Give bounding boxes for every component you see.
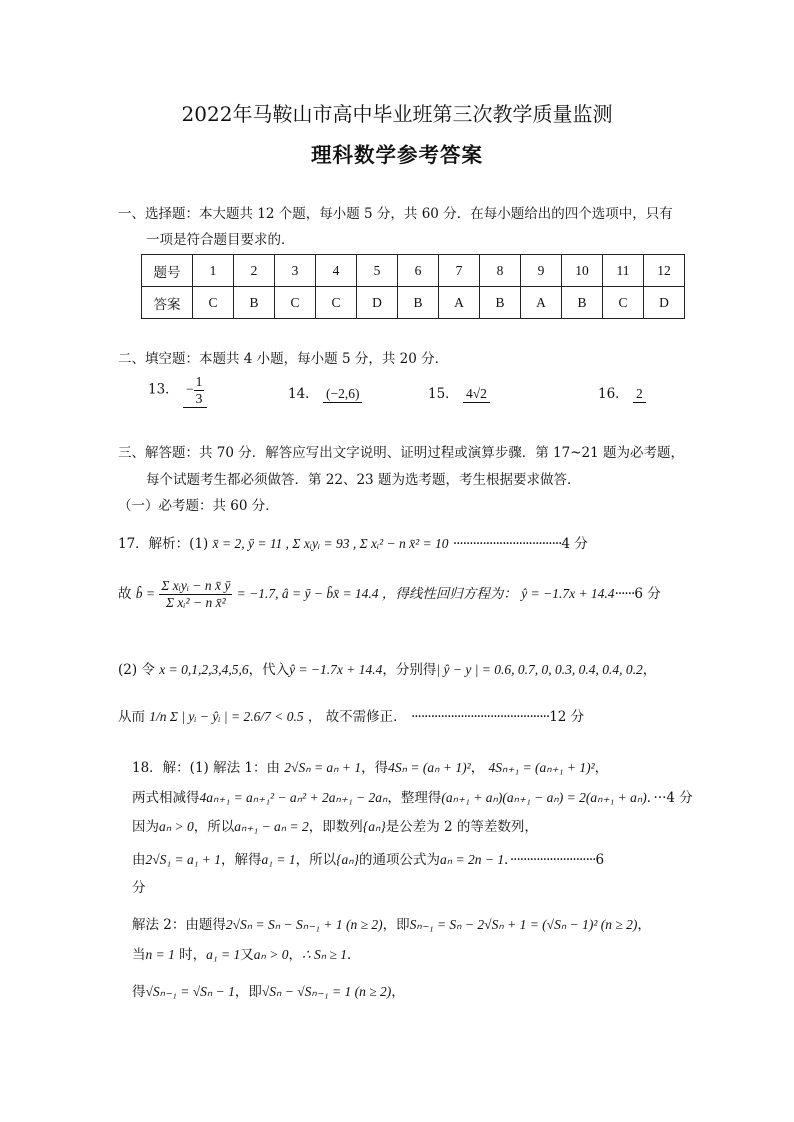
q15-answer: 4√2 xyxy=(463,386,490,403)
q18-dots: ．·························· xyxy=(504,852,596,868)
q18-comma-1: ， xyxy=(470,760,485,776)
document-title: 2022年马鞍山市高中毕业班第三次教学质量监测 xyxy=(181,102,613,126)
table-cell-number: 2 xyxy=(234,255,275,287)
q18-subtract: 两式相减得 xyxy=(132,790,200,806)
section3-line1: 三、解答题：共 70 分．解答应写出文字说明、证明过程或演算步骤．第 17~21 题为必考题， xyxy=(118,445,685,461)
q18-because: 因为 xyxy=(132,819,159,835)
q18-n1: n = 1 xyxy=(145,947,175,962)
q18-eq4: (aₙ₊₁ + aₙ)(aₙ₊₁ − aₙ) = 2(aₙ₊₁ + aₙ) xyxy=(441,790,647,805)
q17-conclusion: ， 故不需修正． xyxy=(307,709,407,725)
q13-denominator: 3 xyxy=(195,391,203,406)
q18-comma-4: ， xyxy=(288,947,302,963)
table-cell-number: 12 xyxy=(644,255,685,287)
table-row-numbers xyxy=(142,255,685,287)
table-cell-answer: B xyxy=(398,287,439,319)
q18-get: ，得 xyxy=(361,760,389,776)
q17-get: ，分别得 xyxy=(382,662,437,678)
q18-eq6: Sₙ₋₁ = Sₙ − 2√Sₙ + 1 = (√Sₙ − 1)² (n ≥ 2) xyxy=(409,917,638,932)
q14-label: 14． xyxy=(288,386,319,402)
section1-line1: 一、选择题：本大题共 12 个题，每小题 5 分，共 60 分．在每小题给出的四个选项中，只有 xyxy=(118,206,673,222)
q17-regression-2: ŷ = −1.7x + 14.4 xyxy=(289,662,383,677)
q18-line2 xyxy=(132,786,693,806)
q15-label: 15． xyxy=(428,386,459,402)
table-cell-answer: B xyxy=(562,287,603,319)
q17-dots-3: ·········································· xyxy=(410,709,550,725)
table-cell-number: 5 xyxy=(357,255,398,287)
q13-label: 13． xyxy=(148,381,179,398)
q18-line3 xyxy=(132,815,538,835)
q17-regression: ŷ = −1.7x + 14.4 xyxy=(521,586,615,601)
q17-score-1: 4 分 xyxy=(561,536,588,552)
q13-fraction xyxy=(194,374,205,407)
q18-line8 xyxy=(132,980,405,1000)
fill-q14 xyxy=(288,382,362,403)
q18-given: 2√Sₙ = aₙ + 1 xyxy=(284,760,362,775)
q18-eq8: √Sₙ − √Sₙ₋₁ = 1 (n ≥ 2) xyxy=(261,984,392,999)
q18-arith: 是公差为 2 的等差数列， xyxy=(385,819,538,835)
q18-positive-2: aₙ > 0 xyxy=(253,947,289,962)
q17-line2 xyxy=(118,578,661,611)
q18-set-2: {aₙ} xyxy=(336,852,360,867)
q18-from: 由 xyxy=(132,852,146,868)
answer-table xyxy=(141,254,685,319)
q17-bhat-fraction xyxy=(159,578,232,611)
q16-answer: 2 xyxy=(633,386,646,403)
q18-line4 xyxy=(132,848,604,868)
q17-so-label: 故 xyxy=(118,586,132,602)
table-cell-answer: B xyxy=(234,287,275,319)
q17-bhat-denominator: Σ xᵢ² − n x̄² xyxy=(166,595,226,610)
q17-residuals: | ŷ − y | = 0.6, 0.7, 0, 0.3, 0.4, 0.4, 0.2 xyxy=(436,662,643,677)
fill-q15 xyxy=(428,382,490,403)
q18-line7 xyxy=(132,943,361,963)
table-cell-answer: A xyxy=(439,287,480,319)
q18-sequence: ，即数列 xyxy=(308,819,363,835)
q18-label: 18．解：(1) 解法 1：由 xyxy=(132,760,280,776)
q18-comma-2: ， xyxy=(594,760,609,776)
q17-ahat: = −1.7, â = ȳ − b̂x̄ = 14.4 ，得线性回归方程为： xyxy=(236,586,517,601)
q18-get-2: 得 xyxy=(132,984,146,1000)
table-cell-number: 4 xyxy=(316,255,357,287)
q18-line5: 分 xyxy=(132,880,146,896)
table-cell-answer: C xyxy=(275,287,316,319)
table-cell-number: 3 xyxy=(275,255,316,287)
q18-simplify: ，整理得 xyxy=(387,790,442,806)
q16-label: 16． xyxy=(598,386,629,402)
q17-bhat: b̂ = xyxy=(135,586,156,601)
q17-line3 xyxy=(118,658,656,678)
table-cell-number: 7 xyxy=(439,255,480,287)
section3-line2: 每个试题考生都必须做答．第 22、23 题为选考题，考生根据要求做答． xyxy=(146,472,581,488)
q18-eq3: 4aₙ₊₁ = aₙ₊₁² − aₙ² + 2aₙ₊₁ − 2aₙ xyxy=(199,790,388,805)
table-cell-number: 11 xyxy=(603,255,644,287)
fill-q13 xyxy=(148,374,207,408)
q18-so-2: ，所以 xyxy=(295,852,337,868)
q18-line1 xyxy=(132,756,608,776)
table-cell-number: 8 xyxy=(480,255,521,287)
q18-a1-2: a₁ = 1 xyxy=(206,947,241,962)
table-cell-answer: D xyxy=(644,287,685,319)
q18-when: 当 xyxy=(132,947,146,963)
section1-line2: 一项是符合题目要求的． xyxy=(146,232,295,248)
q17-thus: 从而 xyxy=(118,709,145,725)
q18-eq7: √Sₙ₋₁ = √Sₙ − 1 xyxy=(145,984,235,999)
fill-q16 xyxy=(598,382,646,403)
q18-s1: 2√S₁ = a₁ + 1 xyxy=(145,852,222,867)
q18-score-1: ．···4 分 xyxy=(646,790,693,806)
q17-bhat-numerator: Σ xᵢyᵢ − n x̄ ȳ xyxy=(161,578,231,593)
q18-so: ，所以 xyxy=(193,819,235,835)
table-cell-number: 10 xyxy=(562,255,603,287)
table-cell-answer: D xyxy=(357,287,398,319)
table-cell-answer: C xyxy=(603,287,644,319)
document-subtitle: 理科数学参考答案 xyxy=(311,143,483,167)
q17-mean-residual: 1/n Σ | yᵢ − ŷᵢ | = 2.6/7 < 0.5 xyxy=(149,709,304,724)
q17-score-3: 12 分 xyxy=(549,709,585,725)
q18-solve: ，解得 xyxy=(221,852,262,868)
q18-ie: ，即 xyxy=(382,917,410,933)
section3-line3: （一）必考题：共 60 分． xyxy=(118,498,279,514)
q18-diff: aₙ₊₁ − aₙ = 2 xyxy=(234,819,309,834)
table-cell-answer: B xyxy=(480,287,521,319)
table-cell-answer: A xyxy=(521,287,562,319)
table-header-number: 题号 xyxy=(142,255,193,287)
table-header-answer: 答案 xyxy=(142,287,193,319)
q17-label: 17．解析：(1) xyxy=(118,536,209,552)
q13-sign: − xyxy=(185,381,194,397)
table-cell-answer: C xyxy=(316,287,357,319)
q17-stats: x̄ = 2, ȳ = 11 , Σ xᵢyᵢ = 93 , Σ xᵢ² − n x̄² = 10 xyxy=(212,536,449,551)
table-row-answers xyxy=(142,287,685,319)
q18-formula-label: 的通项公式为 xyxy=(359,852,441,868)
q13-numerator: 1 xyxy=(195,374,203,389)
q18-eq2: 4Sₙ₊₁ = (aₙ₊₁ + 1)² xyxy=(488,760,595,775)
table-cell-number: 6 xyxy=(398,255,439,287)
q18-set: {aₙ} xyxy=(362,819,386,834)
q18-comma-5: ， xyxy=(391,984,405,1000)
q18-formula: aₙ = 2n − 1 xyxy=(440,852,505,867)
q18-sn-ge1: ∴ Sₙ ≥ 1 xyxy=(301,947,347,962)
q18-period: ． xyxy=(347,947,361,963)
q18-comma-3: ， xyxy=(637,917,651,933)
q18-time: 时， xyxy=(174,947,207,963)
section2-line1: 二、填空题：本题共 4 小题，每小题 5 分，共 20 分． xyxy=(118,351,449,367)
q17-dots-2: ······ xyxy=(614,586,635,602)
q18-eq1: 4Sₙ = (aₙ + 1)² xyxy=(388,760,471,775)
q17-line1 xyxy=(118,532,588,552)
q18-a1: a₁ = 1 xyxy=(261,852,296,867)
q14-answer: (−2,6) xyxy=(323,386,362,403)
q17-line4 xyxy=(118,705,584,725)
q17-xvalues: x = 0,1,2,3,4,5,6 xyxy=(159,662,249,677)
table-cell-number: 1 xyxy=(193,255,234,287)
table-cell-number: 9 xyxy=(521,255,562,287)
q18-ie-2: ，即 xyxy=(234,984,262,1000)
q18-and: 又 xyxy=(240,947,254,963)
q18-eq5: 2√Sₙ = Sₙ − Sₙ₋₁ + 1 (n ≥ 2) xyxy=(225,917,383,932)
q18-line6 xyxy=(132,913,651,933)
q18-score-2: 6 xyxy=(595,852,605,868)
q18-method2: 解法 2：由题得 xyxy=(132,917,226,933)
q17-score-2: 6 分 xyxy=(634,586,661,602)
q13-answer xyxy=(183,374,207,408)
q18-positive: aₙ > 0 xyxy=(159,819,194,834)
q17-dots-1: ································· xyxy=(452,536,562,552)
table-cell-answer: C xyxy=(193,287,234,319)
q17-substitute: ，代入 xyxy=(248,662,290,678)
q17-comma: ， xyxy=(642,662,657,678)
q17-part2-label: (2) 令 xyxy=(118,662,155,678)
